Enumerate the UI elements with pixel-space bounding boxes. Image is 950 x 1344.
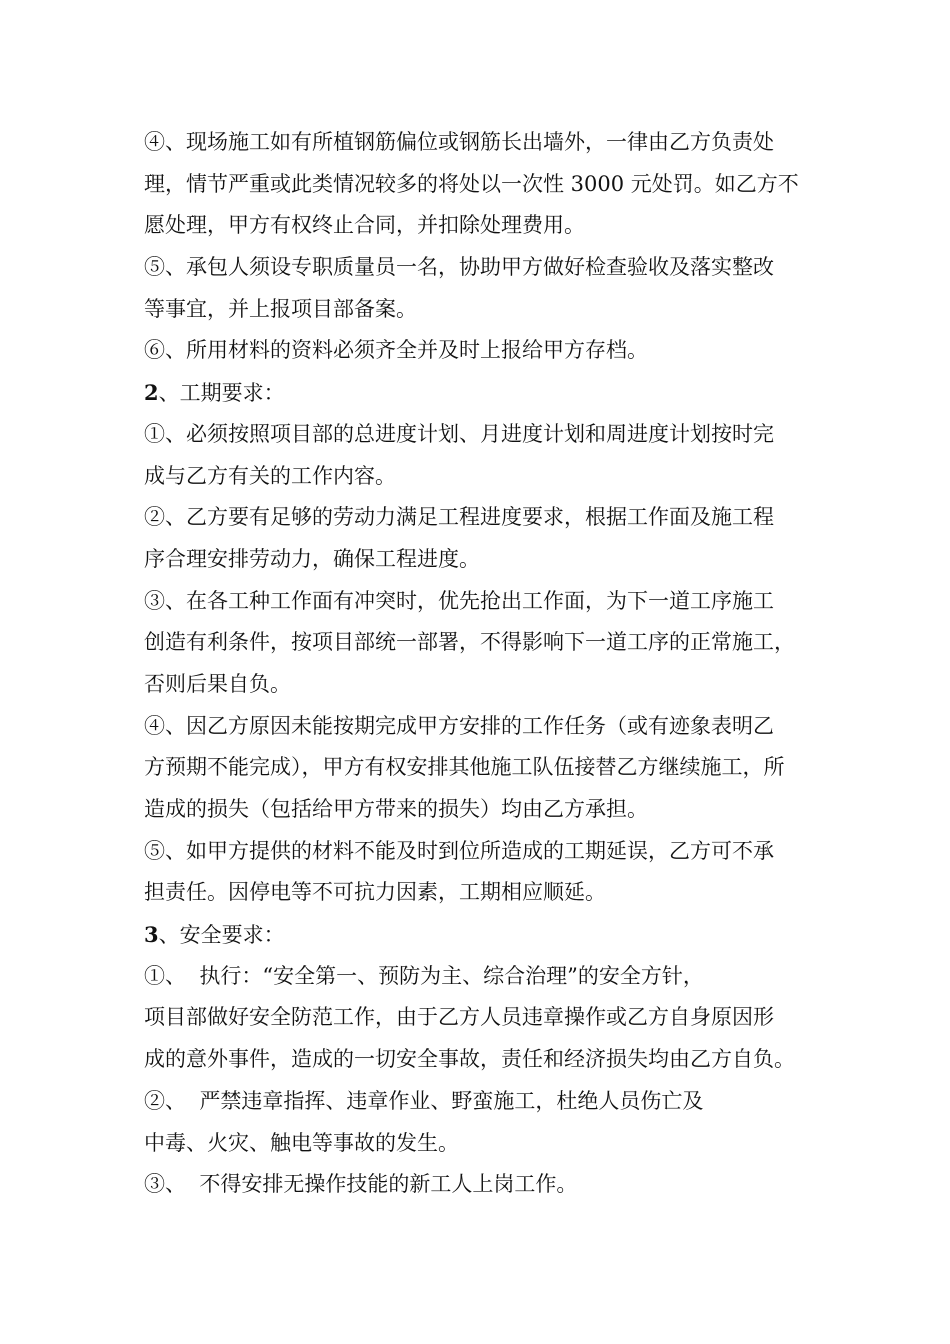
section-number: 3 [144, 922, 159, 948]
text-line: ③、 不得安排无操作技能的新工人上岗工作。 [144, 1172, 578, 1197]
text-line: 项目部做好安全防范工作，由于乙方人员违章操作或乙方自身原因形 [144, 1005, 774, 1030]
text-line: 方预期不能完成），甲方有权安排其他施工队伍接替乙方继续施工，所 [144, 755, 785, 780]
text-line: 理，情节严重或此类情况较多的将处以一次性 3000 元处罚。如乙方不 [144, 171, 799, 196]
text-line: ⑥、所用材料的资料必须齐全并及时上报给甲方存档。 [144, 338, 648, 363]
text-line: 成与乙方有关的工作内容。 [144, 463, 396, 488]
text-line: ①、 执行：“安全第一、预防为主、综合治理”的安全方针， [144, 963, 704, 988]
text-line: ②、 严禁违章指挥、违章作业、野蛮施工，杜绝人员伤亡及 [144, 1088, 704, 1113]
document-body [144, 122, 824, 1206]
text-line: 愿处理，甲方有权终止合同，并扣除处理费用。 [144, 213, 585, 238]
text-line: 序合理安排劳动力，确保工程进度。 [144, 546, 480, 571]
text-line: ⑤、如甲方提供的材料不能及时到位所造成的工期延误，乙方可不承 [144, 838, 774, 863]
section-heading-safety [144, 914, 824, 956]
text-line: ③、在各工种工作面有冲突时，优先抢出工作面，为下一道工序施工 [144, 588, 774, 613]
text-line: 等事宜，并上报项目部备案。 [144, 296, 417, 321]
text-line: 担责任。因停电等不可抗力因素，工期相应顺延。 [144, 880, 606, 905]
section-title: 、工期要求： [158, 381, 285, 406]
section-title: 、安全要求： [158, 923, 285, 948]
text-line: 中毒、火灾、触电等事故的发生。 [144, 1130, 459, 1155]
text-line: ④、因乙方原因未能按期完成甲方安排的工作任务（或有迹象表明乙 [144, 713, 774, 738]
text-line: 造成的损失（包括给甲方带来的损失）均由乙方承担。 [144, 797, 648, 821]
text-line: ④、现场施工如有所植钢筋偏位或钢筋长出墙外，一律由乙方负责处 [144, 130, 774, 154]
text-line: ①、必须按照项目部的总进度计划、月进度计划和周进度计划按时完 [144, 421, 774, 446]
text-line: ⑤、承包人须设专职质量员一名，协助甲方做好检查验收及落实整改 [144, 255, 774, 280]
text-line: ②、乙方要有足够的劳动力满足工程进度要求，根据工作面及施工程 [144, 505, 774, 530]
text-line: 成的意外事件，造成的一切安全事故，责任和经济损失均由乙方自负。 [144, 1047, 795, 1072]
section-heading-schedule [144, 372, 824, 414]
text-line: 创造有利条件，按项目部统一部署，不得影响下一道工序的正常施工， [144, 630, 795, 655]
section-number: 2 [144, 380, 159, 406]
text-line: 否则后果自负。 [144, 671, 291, 696]
